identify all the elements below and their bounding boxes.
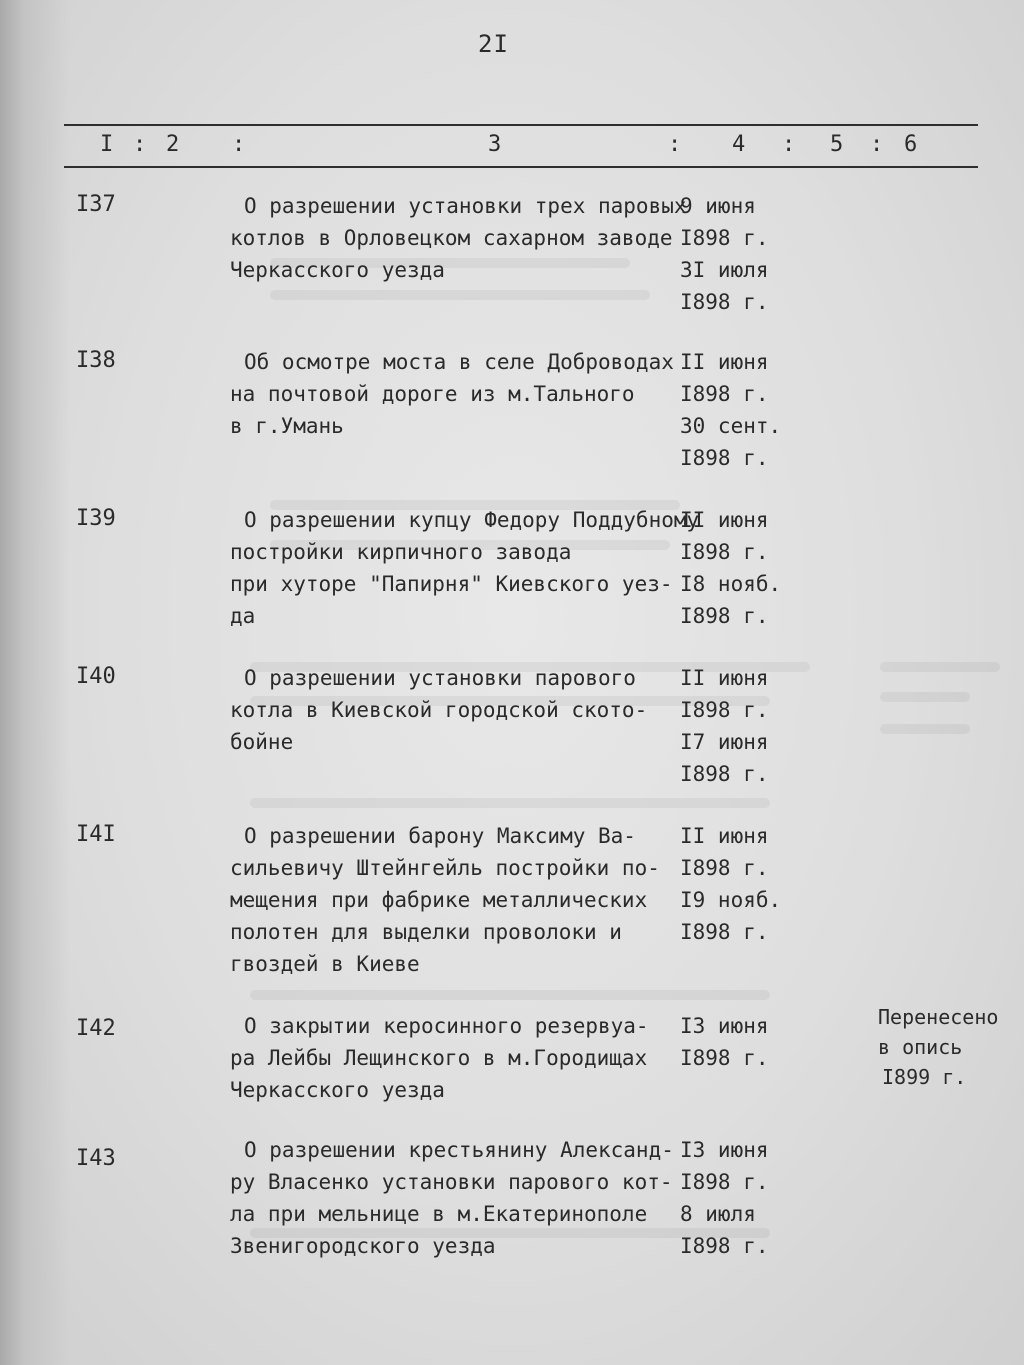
- entry-description-line: при хуторе "Папирня" Киевского уез-: [230, 572, 673, 596]
- column-header-separator: :: [870, 132, 884, 157]
- entry-description-line: ла при мельнице в м.Екатеринополе: [230, 1202, 648, 1226]
- entry-note-line: в опись: [878, 1035, 963, 1059]
- entry-description-line: котлов в Орловецком сахарном заводе: [230, 226, 673, 250]
- entry-description-line: бойне: [230, 730, 294, 754]
- entry-description: [230, 504, 700, 632]
- entry-description-line: ра Лейбы Лещинского в м.Городищах: [230, 1046, 648, 1070]
- entry-description-line: О разрешении купцу Федору Поддубному: [244, 508, 700, 532]
- column-header-6: 6: [904, 132, 918, 157]
- entry-description-line: котла в Киевской городской ското-: [230, 698, 648, 722]
- column-header-separator: :: [232, 132, 246, 157]
- entry-end-date: 8 июля: [680, 1202, 756, 1226]
- entry-description: [230, 1134, 690, 1262]
- entry-end-date: I7 июня: [680, 730, 769, 754]
- entry-description-line: О закрытии керосинного резервуа-: [244, 1014, 649, 1038]
- entry-dates: [680, 504, 790, 632]
- entry-start-date: I3 июня: [680, 1014, 769, 1038]
- entry-start-date: I3 июня: [680, 1138, 769, 1162]
- column-header-5: 5: [830, 132, 844, 157]
- entry-number: I39: [76, 506, 116, 531]
- entry-number: I42: [76, 1016, 116, 1041]
- table-header-rule-top: [64, 124, 978, 126]
- entry-start-date: II июня: [680, 824, 769, 848]
- entry-end-date: 3I июля: [680, 258, 769, 282]
- entry-end-date: I8 нояб.: [680, 572, 782, 596]
- column-header-2: 2: [166, 132, 180, 157]
- entry-end-year: I898 г.: [680, 1234, 769, 1258]
- entry-description-line: Черкасского уезда: [230, 1078, 445, 1102]
- entry-description-line: на почтовой дороге из м.Тального: [230, 382, 635, 406]
- entry-dates: [680, 1010, 790, 1074]
- entry-start-date: II июня: [680, 666, 769, 690]
- entry-number: I37: [76, 192, 116, 217]
- entry-start-date: II июня: [680, 508, 769, 532]
- entry-end-year: I898 г.: [680, 290, 769, 314]
- entry-description-line: О разрешении крестьянину Александ-: [244, 1138, 674, 1162]
- entry-dates: [680, 346, 790, 474]
- entry-description: [230, 346, 690, 442]
- entry-start-date: II июня: [680, 350, 769, 374]
- entry-start-year: I898 г.: [680, 856, 769, 880]
- entry-number: I43: [76, 1146, 116, 1171]
- entry-note-line: I899 г.: [882, 1065, 967, 1089]
- entry-start-year: I898 г.: [680, 698, 769, 722]
- table-header-rule-bottom: [64, 166, 978, 168]
- binding-shadow: [0, 0, 70, 1365]
- entry-description-line: О разрешении установки парового: [244, 666, 636, 690]
- column-header-4: 4: [732, 132, 746, 157]
- entry-note-line: Перенесено: [878, 1005, 999, 1029]
- entry-description-line: да: [230, 604, 256, 628]
- entry-start-year: I898 г.: [680, 226, 769, 250]
- entry-number: I4I: [76, 822, 116, 847]
- entry-note: [878, 1002, 1008, 1092]
- column-header-separator: :: [668, 132, 682, 157]
- entry-description: [230, 190, 690, 286]
- entry-description-line: ру Власенко установки парового кот-: [230, 1170, 673, 1194]
- entry-description-line: полотен для выделки проволоки и: [230, 920, 622, 944]
- entry-description-line: мещения при фабрике металлических: [230, 888, 648, 912]
- entry-description-line: постройки кирпичного завода: [230, 540, 572, 564]
- entry-description-line: О разрешении барону Максиму Ва-: [244, 824, 636, 848]
- entry-description: [230, 1010, 690, 1106]
- entry-description: [230, 662, 690, 758]
- entry-dates: [680, 190, 790, 318]
- column-header-separator: :: [782, 132, 796, 157]
- entry-end-date: 30 сент.: [680, 414, 782, 438]
- entry-start-year: I898 г.: [680, 540, 769, 564]
- entry-description-line: Об осмотре моста в селе Доброводах: [244, 350, 674, 374]
- column-header-3: 3: [488, 132, 502, 157]
- entry-dates: [680, 820, 790, 948]
- entry-description-line: гвоздей в Киеве: [230, 952, 420, 976]
- entry-description: [230, 820, 690, 980]
- entry-start-date: 9 июня: [680, 194, 756, 218]
- entry-end-date: I9 нояб.: [680, 888, 782, 912]
- entry-description-line: в г.Умань: [230, 414, 344, 438]
- page-number: 2I: [478, 30, 509, 58]
- entry-end-year: I898 г.: [680, 762, 769, 786]
- entry-description-line: О разрешении установки трех паровых: [244, 194, 687, 218]
- entry-number: I40: [76, 664, 116, 689]
- entry-start-year: I898 г.: [680, 1170, 769, 1194]
- entry-dates: [680, 662, 790, 790]
- entry-end-year: I898 г.: [680, 604, 769, 628]
- entry-start-year: I898 г.: [680, 382, 769, 406]
- entry-description-line: сильевичу Штейнгейль постройки по-: [230, 856, 660, 880]
- entry-start-year: I898 г.: [680, 1046, 769, 1070]
- column-header-1: I: [100, 132, 114, 157]
- entry-dates: [680, 1134, 790, 1262]
- entry-description-line: Звенигородского уезда: [230, 1234, 496, 1258]
- column-header-separator: :: [133, 132, 147, 157]
- entry-end-year: I898 г.: [680, 920, 769, 944]
- entry-number: I38: [76, 348, 116, 373]
- entry-end-year: I898 г.: [680, 446, 769, 470]
- entry-description-line: Черкасского уезда: [230, 258, 445, 282]
